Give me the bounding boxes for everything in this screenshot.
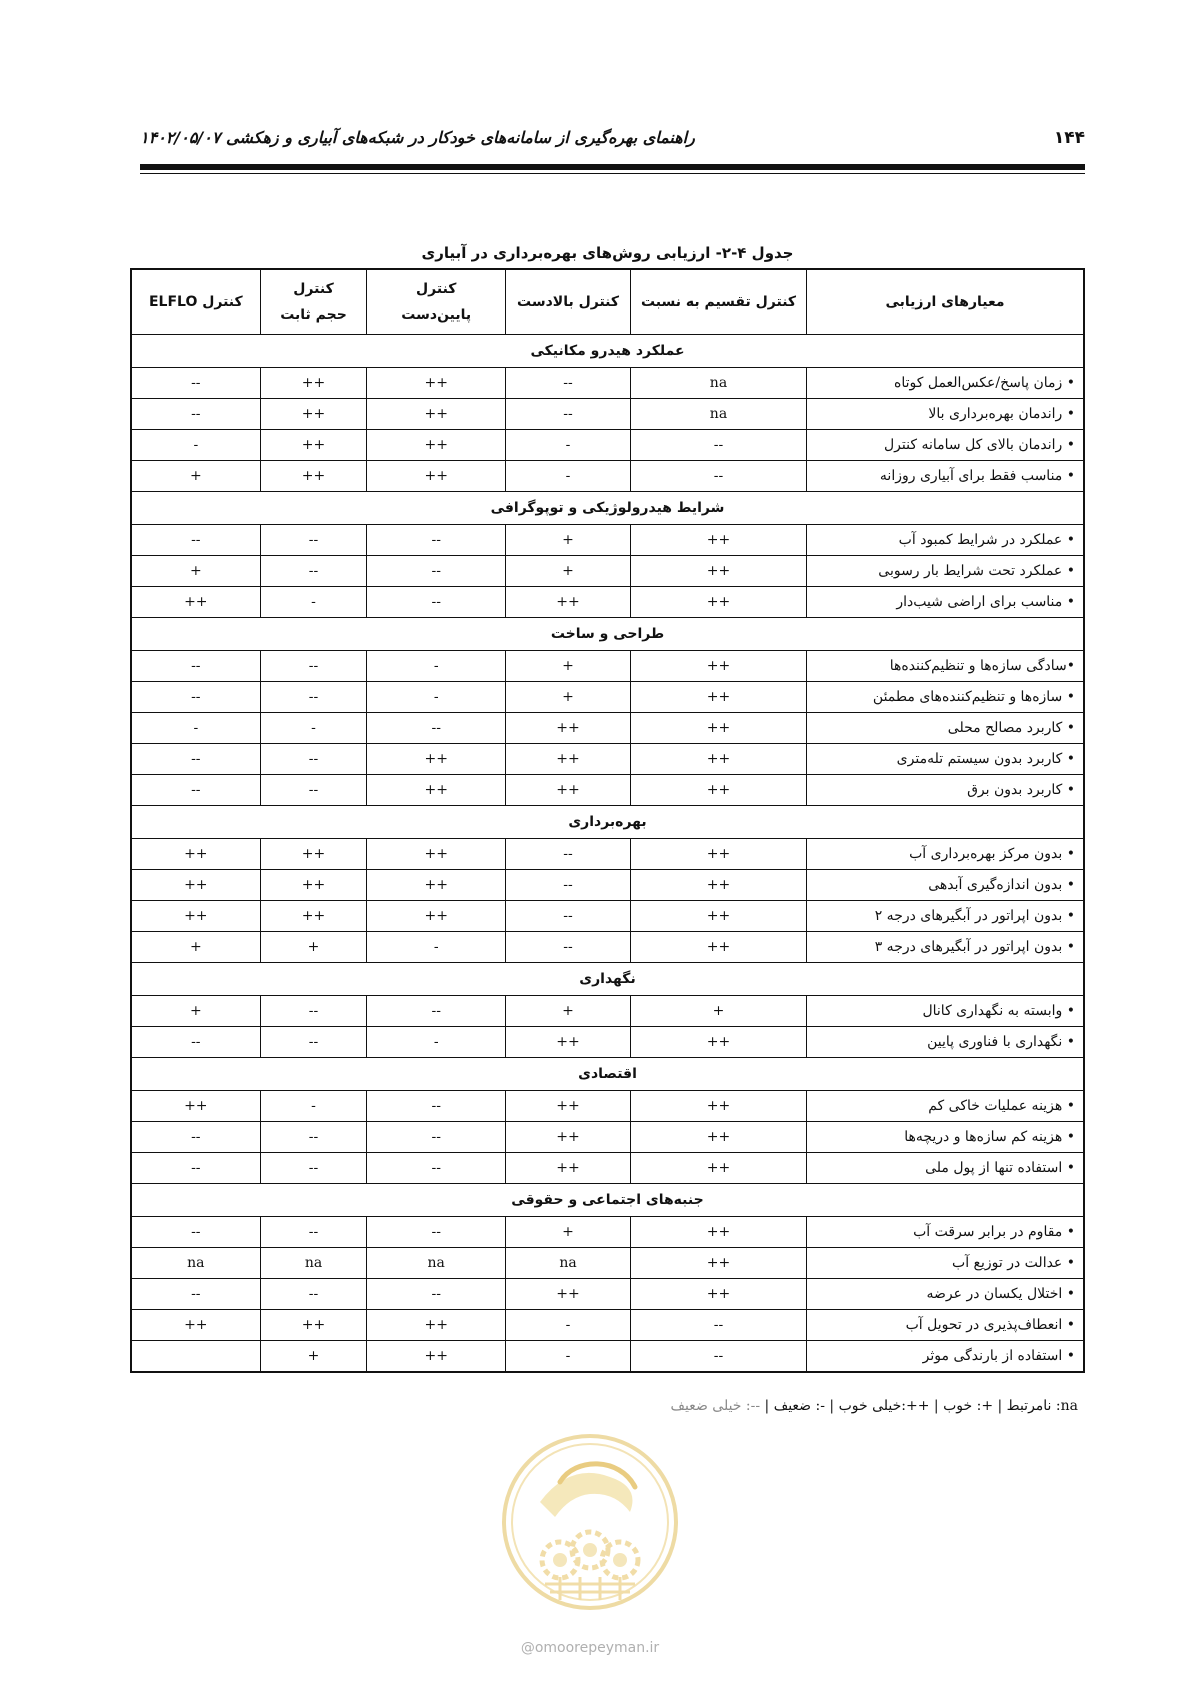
criterion-cell: • راندمان بالای کل سامانه کنترل — [807, 430, 1084, 461]
table-row — [131, 1153, 1084, 1184]
rating-cell: ++ — [131, 839, 260, 870]
column-header — [131, 269, 260, 335]
rating-cell: ++ — [630, 870, 806, 901]
legend — [130, 1398, 1078, 1414]
criterion-cell: • هزینه عملیات خاکی کم — [807, 1091, 1084, 1122]
rating-cell: - — [260, 713, 367, 744]
section-row — [131, 806, 1084, 839]
rating-cell: ++ — [367, 399, 506, 430]
rating-cell: ++ — [506, 1122, 631, 1153]
criterion-cell: • عدالت در توزیع آب — [807, 1248, 1084, 1279]
criterion-cell: • کاربرد بدون سیستم تله‌متری — [807, 744, 1084, 775]
table-row — [131, 682, 1084, 713]
criterion-cell: • کاربرد مصالح محلی — [807, 713, 1084, 744]
rating-cell: - — [260, 587, 367, 618]
rating-cell: -- — [630, 1341, 806, 1373]
section-title: اقتصادی — [131, 1058, 1084, 1091]
table-row — [131, 461, 1084, 492]
rating-cell: -- — [367, 587, 506, 618]
criterion-cell: • راندمان بهره‌برداری بالا — [807, 399, 1084, 430]
column-header — [260, 269, 367, 335]
rating-cell: - — [367, 651, 506, 682]
rating-cell: - — [506, 461, 631, 492]
rating-cell: ++ — [506, 775, 631, 806]
rating-cell: -- — [260, 775, 367, 806]
rating-cell: ++ — [506, 587, 631, 618]
table-row — [131, 775, 1084, 806]
column-header-line1: کنترل — [293, 281, 334, 297]
rating-cell: -- — [131, 1153, 260, 1184]
criterion-cell: • انعطاف‌پذیری در تحویل آب — [807, 1310, 1084, 1341]
rating-cell: ++ — [131, 1310, 260, 1341]
rating-cell: + — [131, 996, 260, 1027]
criterion-cell: • مناسب برای اراضی شیب‌دار — [807, 587, 1084, 618]
table-row — [131, 713, 1084, 744]
rating-cell: ++ — [630, 1248, 806, 1279]
legend-text: na: نامرتبط | +: خوب | ++:خیلی خوب | -: ضعیف | — [764, 1398, 1078, 1414]
criterion-cell: • کاربرد بدون برق — [807, 775, 1084, 806]
criterion-cell: • بدون مرکز بهره‌برداری آب — [807, 839, 1084, 870]
criterion-cell: • بدون اپراتور در آبگیرهای درجه ۳ — [807, 932, 1084, 963]
criterion-cell: • استفاده از بارندگی موثر — [807, 1341, 1084, 1373]
rating-cell: ++ — [367, 1310, 506, 1341]
table-header-row — [131, 269, 1084, 335]
rating-cell: -- — [260, 525, 367, 556]
rating-cell: ++ — [367, 744, 506, 775]
section-title: عملکرد هیدرو مکانیکی — [131, 335, 1084, 368]
rating-cell: - — [506, 1341, 631, 1373]
rating-cell: + — [506, 556, 631, 587]
rating-cell: ++ — [630, 744, 806, 775]
rating-cell: ++ — [630, 901, 806, 932]
rating-cell: ++ — [630, 932, 806, 963]
table-row — [131, 996, 1084, 1027]
criterion-cell: • زمان پاسخ/عکس‌العمل کوتاه — [807, 368, 1084, 399]
rating-cell: + — [260, 1341, 367, 1373]
criterion-cell: • اختلال یکسان در عرضه — [807, 1279, 1084, 1310]
section-row — [131, 1184, 1084, 1217]
rating-cell: ++ — [630, 651, 806, 682]
section-row — [131, 335, 1084, 368]
rating-cell: ++ — [630, 839, 806, 870]
criterion-cell: • بدون اندازه‌گیری آبدهی — [807, 870, 1084, 901]
rating-cell: ++ — [367, 901, 506, 932]
rating-cell: ++ — [367, 461, 506, 492]
rating-cell: -- — [260, 651, 367, 682]
rating-cell: -- — [131, 1217, 260, 1248]
section-title: طراحی و ساخت — [131, 618, 1084, 651]
rating-cell: ++ — [367, 368, 506, 399]
rating-cell: ++ — [506, 1153, 631, 1184]
section-title: شرایط هیدرولوژیکی و توپوگرافی — [131, 492, 1084, 525]
rating-cell: ++ — [367, 775, 506, 806]
header-rule-thin — [140, 173, 1085, 174]
rating-cell: ++ — [367, 839, 506, 870]
rating-cell: ++ — [131, 901, 260, 932]
rating-cell: -- — [506, 901, 631, 932]
rating-cell: -- — [131, 368, 260, 399]
rating-cell: -- — [260, 1279, 367, 1310]
rating-cell: -- — [260, 996, 367, 1027]
table-row — [131, 1217, 1084, 1248]
rating-cell: -- — [131, 1027, 260, 1058]
rating-cell: na — [367, 1248, 506, 1279]
rating-cell: ++ — [367, 870, 506, 901]
rating-cell: na — [630, 399, 806, 430]
rating-cell: -- — [260, 1217, 367, 1248]
rating-cell: ++ — [630, 1122, 806, 1153]
section-row — [131, 618, 1084, 651]
criterion-cell: • مناسب فقط برای آبیاری روزانه — [807, 461, 1084, 492]
rating-cell: -- — [506, 839, 631, 870]
rating-cell: -- — [367, 525, 506, 556]
column-header — [630, 269, 806, 335]
criterion-cell: • مقاوم در برابر سرقت آب — [807, 1217, 1084, 1248]
rating-cell: -- — [131, 399, 260, 430]
table-row — [131, 651, 1084, 682]
table-row — [131, 870, 1084, 901]
column-header-line1: کنترل — [416, 281, 457, 297]
rating-cell: ++ — [506, 1091, 631, 1122]
table-row — [131, 587, 1084, 618]
table-row — [131, 430, 1084, 461]
rating-cell: ++ — [630, 1153, 806, 1184]
rating-cell: + — [506, 996, 631, 1027]
rating-cell: - — [367, 1027, 506, 1058]
rating-cell: + — [131, 556, 260, 587]
rating-cell: ++ — [260, 1310, 367, 1341]
rating-cell: -- — [506, 870, 631, 901]
rating-cell: -- — [131, 775, 260, 806]
rating-cell: - — [260, 1091, 367, 1122]
rating-cell: -- — [367, 1091, 506, 1122]
rating-cell: -- — [260, 744, 367, 775]
rating-cell: - — [131, 713, 260, 744]
rating-cell: -- — [367, 1217, 506, 1248]
rating-cell: ++ — [260, 368, 367, 399]
rating-cell: ++ — [630, 713, 806, 744]
table-row — [131, 525, 1084, 556]
rating-cell: -- — [630, 1310, 806, 1341]
rating-cell: ++ — [630, 1217, 806, 1248]
table-row — [131, 1091, 1084, 1122]
rating-cell: - — [367, 932, 506, 963]
rating-cell: ++ — [131, 870, 260, 901]
criterion-cell: • سازه‌ها و تنظیم‌کننده‌های مطمئن — [807, 682, 1084, 713]
table-row — [131, 901, 1084, 932]
rating-cell: -- — [367, 1122, 506, 1153]
rating-cell: + — [630, 996, 806, 1027]
running-title: راهنمای بهره‌گیری از سامانه‌های خودکار در شبکه‌های آبیاری و زهکشی ۱۴۰۲/۰۵/۰۷ — [140, 128, 695, 147]
table-row — [131, 1310, 1084, 1341]
rating-cell: ++ — [630, 525, 806, 556]
page-number: ۱۴۴ — [1053, 128, 1085, 148]
rating-cell: + — [260, 932, 367, 963]
criterion-cell: •سادگی سازه‌ها و تنظیم‌کننده‌ها — [807, 651, 1084, 682]
rating-cell: ++ — [260, 839, 367, 870]
rating-cell: na — [630, 368, 806, 399]
rating-cell: -- — [260, 1153, 367, 1184]
criterion-cell: • وابسته به نگهداری کانال — [807, 996, 1084, 1027]
rating-cell: ++ — [506, 744, 631, 775]
criterion-cell: • استفاده تنها از پول ملی — [807, 1153, 1084, 1184]
table-row — [131, 1027, 1084, 1058]
table-row — [131, 1248, 1084, 1279]
column-header — [807, 269, 1084, 335]
rating-cell: -- — [131, 525, 260, 556]
rating-cell: na — [131, 1248, 260, 1279]
rating-cell: -- — [260, 682, 367, 713]
rating-cell: ++ — [131, 587, 260, 618]
criterion-cell: • هزینه کم سازه‌ها و دریچه‌ها — [807, 1122, 1084, 1153]
column-header — [367, 269, 506, 335]
section-title: بهره‌برداری — [131, 806, 1084, 839]
column-header-line1: کنترل تقسیم به نسبت — [640, 294, 797, 310]
table-row — [131, 1341, 1084, 1373]
table-row — [131, 932, 1084, 963]
rating-cell: ++ — [630, 556, 806, 587]
evaluation-table — [130, 268, 1085, 1373]
table-row — [131, 368, 1084, 399]
rating-cell: ++ — [506, 713, 631, 744]
rating-cell: ++ — [630, 1091, 806, 1122]
watermark-site: @omoorepeyman.ir — [520, 1640, 660, 1656]
rating-cell: -- — [131, 682, 260, 713]
rating-cell: -- — [367, 996, 506, 1027]
criterion-cell: • نگهداری با فناوری پایین — [807, 1027, 1084, 1058]
section-row — [131, 963, 1084, 996]
section-title: نگهداری — [131, 963, 1084, 996]
rating-cell: -- — [131, 1122, 260, 1153]
section-title: جنبه‌های اجتماعی و حقوقی — [131, 1184, 1084, 1217]
table-row — [131, 1122, 1084, 1153]
rating-cell: ++ — [367, 430, 506, 461]
table-row — [131, 744, 1084, 775]
table-row — [131, 399, 1084, 430]
rating-cell: - — [131, 430, 260, 461]
legend-faded-text: --: خیلی ضعیف — [670, 1398, 765, 1414]
rating-cell: ++ — [260, 461, 367, 492]
rating-cell — [131, 1341, 260, 1373]
rating-cell: ++ — [260, 901, 367, 932]
criterion-cell: • عملکرد تحت شرایط بار رسوبی — [807, 556, 1084, 587]
rating-cell: -- — [260, 1027, 367, 1058]
section-row — [131, 1058, 1084, 1091]
rating-cell: ++ — [131, 1091, 260, 1122]
rating-cell: + — [506, 651, 631, 682]
rating-cell: -- — [506, 399, 631, 430]
table-caption: جدول ۴-۲- ارزیابی روش‌های بهره‌برداری در آبیاری — [421, 244, 794, 262]
rating-cell: ++ — [630, 1279, 806, 1310]
rating-cell: ++ — [260, 399, 367, 430]
rating-cell: -- — [506, 932, 631, 963]
criterion-cell: • بدون اپراتور در آبگیرهای درجه ۲ — [807, 901, 1084, 932]
rating-cell: ++ — [630, 775, 806, 806]
rating-cell: -- — [131, 1279, 260, 1310]
rating-cell: -- — [367, 556, 506, 587]
rating-cell: na — [506, 1248, 631, 1279]
rating-cell: + — [131, 461, 260, 492]
section-row — [131, 492, 1084, 525]
criterion-cell: • عملکرد در شرایط کمبود آب — [807, 525, 1084, 556]
rating-cell: ++ — [630, 1027, 806, 1058]
rating-cell: -- — [367, 713, 506, 744]
column-header-line1: معیارهای ارزیابی — [885, 294, 1005, 310]
column-header-line2: حجم ثابت — [280, 307, 347, 323]
rating-cell: -- — [260, 1122, 367, 1153]
rating-cell: + — [506, 1217, 631, 1248]
column-header — [506, 269, 631, 335]
column-header-line1: کنترل بالادست — [517, 294, 620, 310]
rating-cell: - — [506, 1310, 631, 1341]
rating-cell: + — [506, 682, 631, 713]
rating-cell: ++ — [260, 430, 367, 461]
rating-cell: -- — [367, 1153, 506, 1184]
rating-cell: + — [131, 932, 260, 963]
table-row — [131, 556, 1084, 587]
column-header-line1: کنترل ELFLO — [148, 294, 243, 310]
rating-cell: -- — [506, 368, 631, 399]
rating-cell: -- — [367, 1279, 506, 1310]
header-rule-thick — [140, 164, 1085, 170]
rating-cell: ++ — [506, 1027, 631, 1058]
table-row — [131, 1279, 1084, 1310]
rating-cell: ++ — [630, 587, 806, 618]
rating-cell: ++ — [367, 1341, 506, 1373]
rating-cell: -- — [131, 651, 260, 682]
rating-cell: -- — [131, 744, 260, 775]
rating-cell: ++ — [260, 870, 367, 901]
rating-cell: ++ — [630, 682, 806, 713]
rating-cell: -- — [630, 461, 806, 492]
rating-cell: ++ — [506, 1279, 631, 1310]
rating-cell: na — [260, 1248, 367, 1279]
rating-cell: -- — [630, 430, 806, 461]
rating-cell: -- — [260, 556, 367, 587]
page-header — [140, 128, 1085, 154]
rating-cell: - — [367, 682, 506, 713]
table-row — [131, 839, 1084, 870]
watermark-logo — [500, 1432, 680, 1612]
rating-cell: + — [506, 525, 631, 556]
rating-cell: - — [506, 430, 631, 461]
column-header-line2: پایین‌دست — [401, 307, 472, 323]
